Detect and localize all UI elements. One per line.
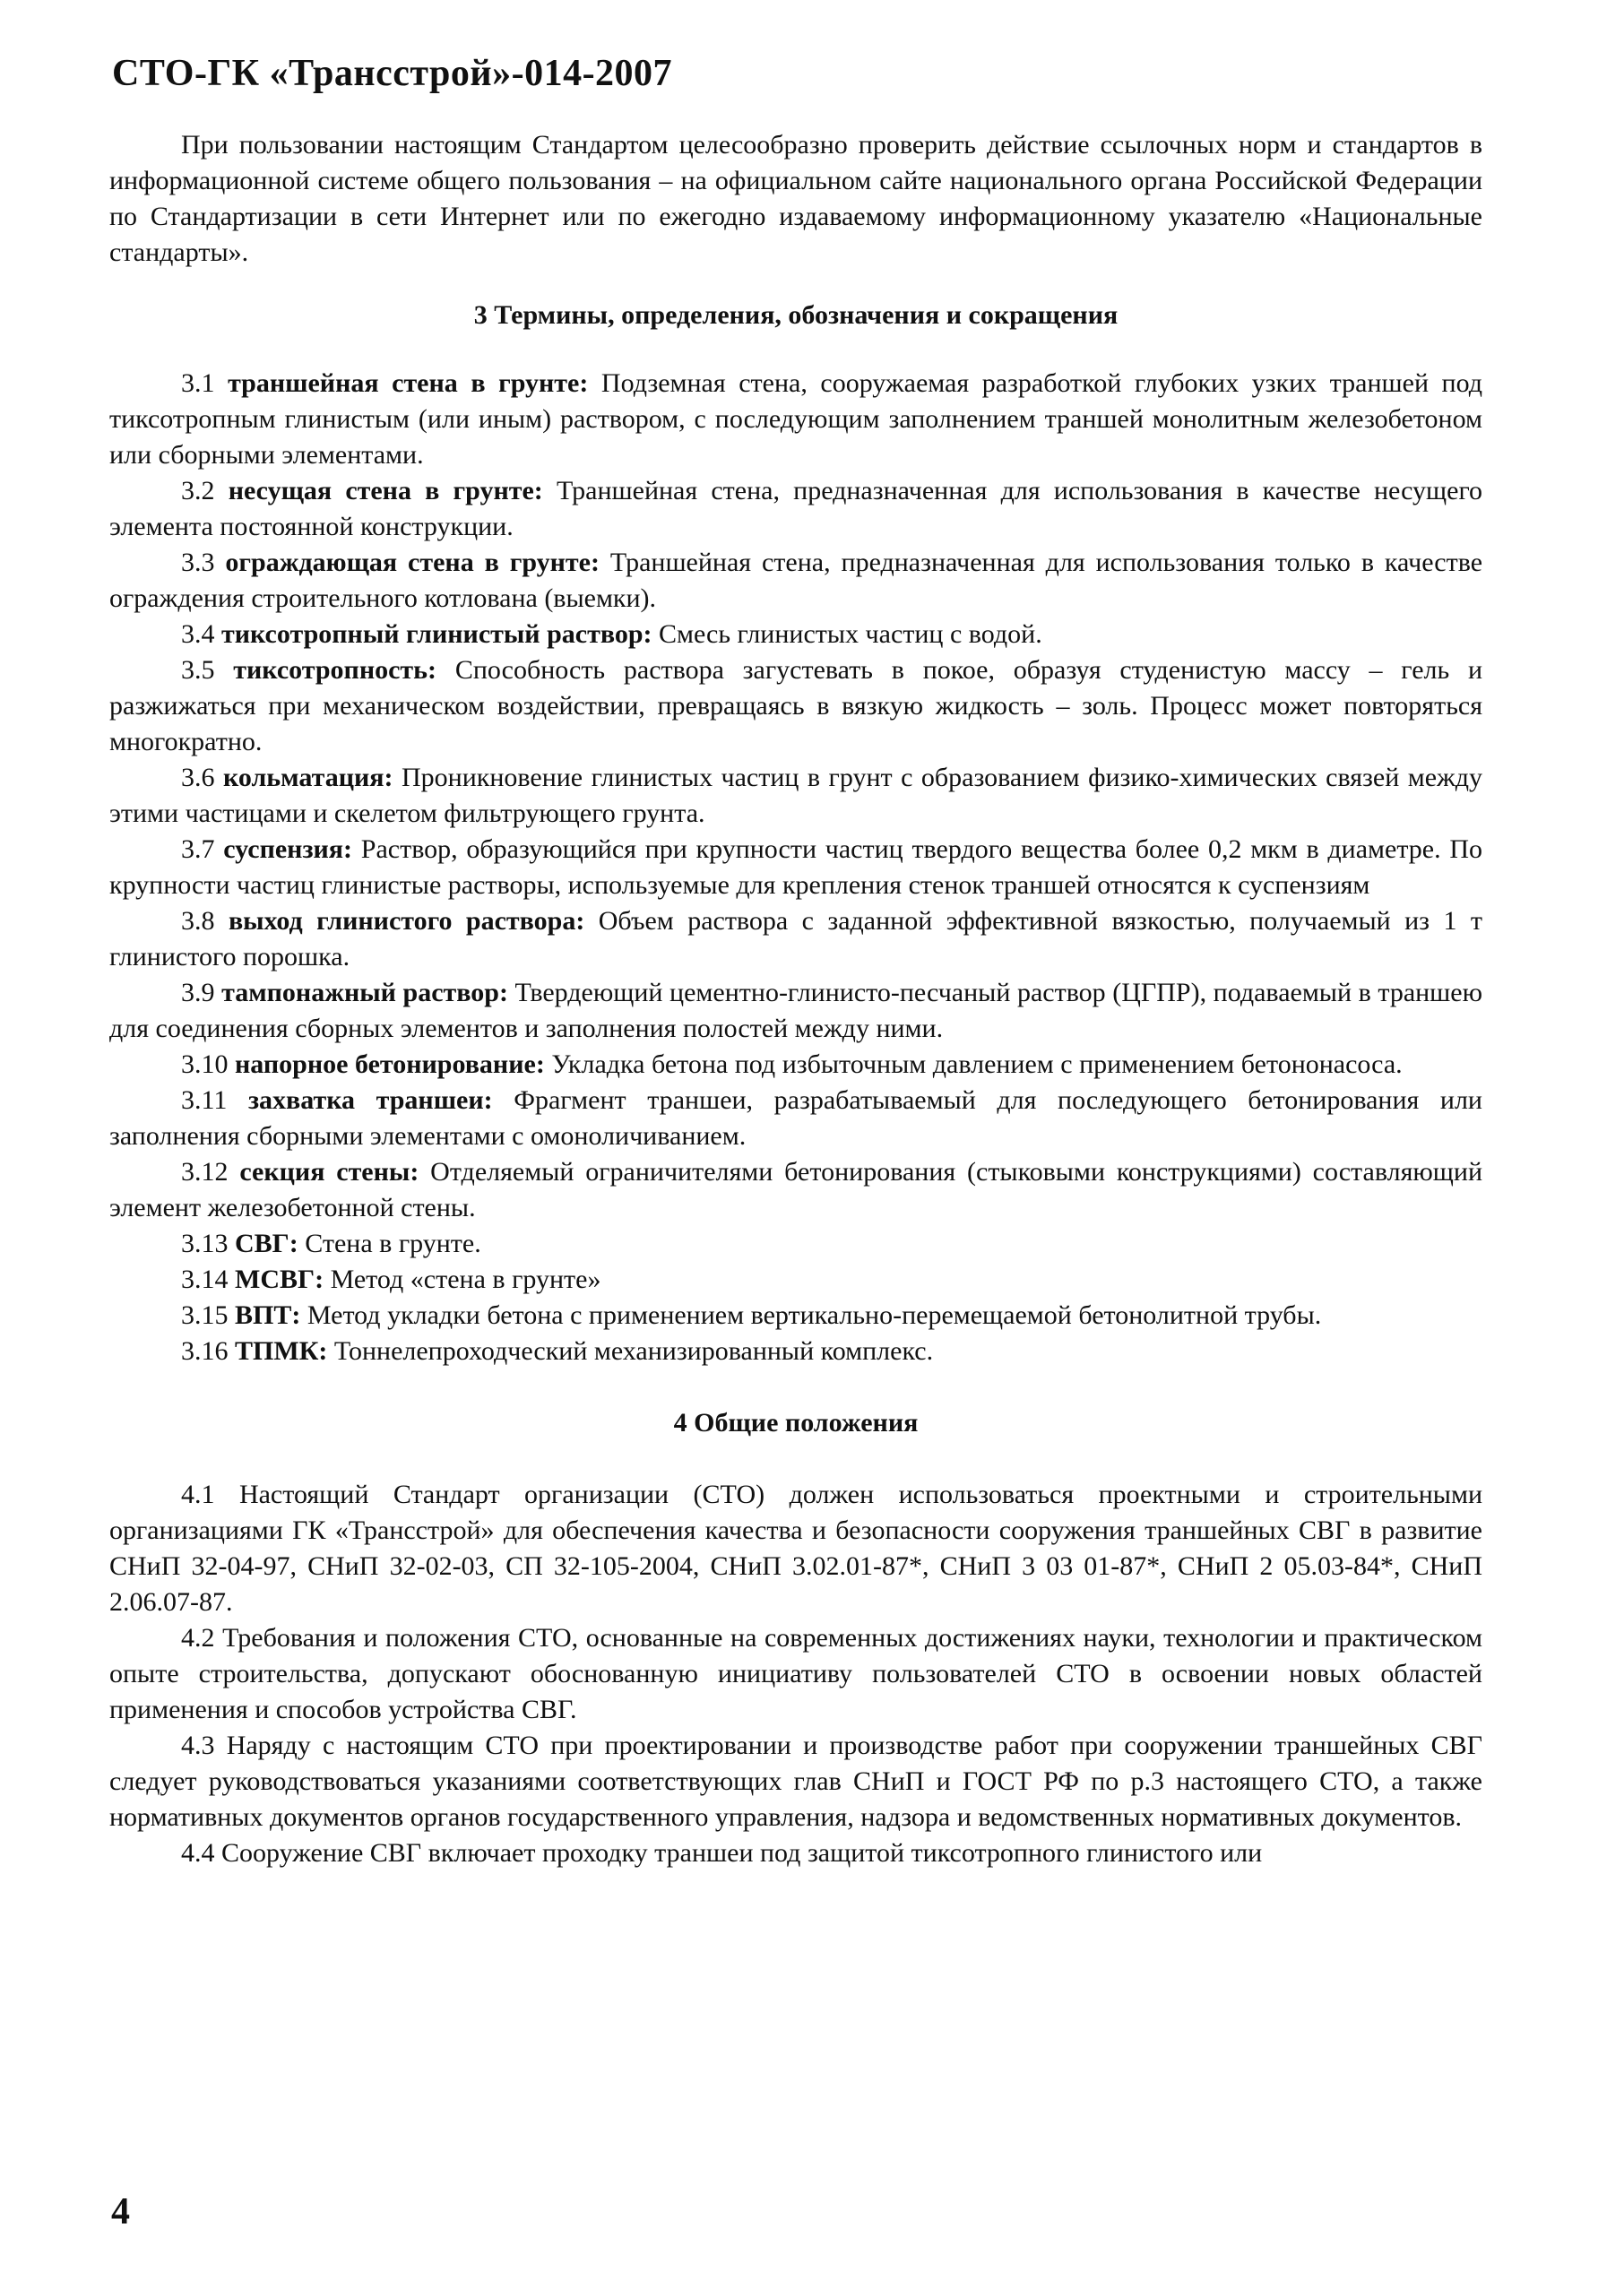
page-content [109,127,1482,1871]
page-number: 4 [111,2191,130,2232]
term-item [109,545,1482,617]
term-number: 3.13 [181,1229,229,1258]
term-name: тиксотропный глинистый раствор: [221,619,652,649]
general-provisions [109,1477,1482,1871]
provision-paragraph: 4.2 Требования и положения СТО, основанные на современных достижениях науки, технологии и практическом опыте строительства, допускают обоснованную инициативу пользователей СТО в освоении новых областей применения и способов устройства СВГ. [109,1623,1482,1724]
term-item [109,1334,1482,1369]
term-definition: Отделяемый ограничителями бетонирования (стыковыми конструкциями) составляющий элемент железобетонной стены. [109,1157,1483,1222]
term-name: захватка траншеи: [248,1085,493,1115]
section-4-heading: 4 Общие положения [673,1408,919,1438]
term-number: 3.4 [181,619,215,649]
provision-paragraph: 4.3 Наряду с настоящим СТО при проектировании и производстве работ при сооружении траншейных СВГ следует руководствоваться указаниями соответствующих глав СНиП и ГОСТ РФ по р.3 настоящего СТО, а также нормативных документов органов государственного управления, надзора и ведомственных нормативных документов. [109,1731,1482,1832]
term-number: 3.9 [181,978,215,1007]
term-name: ограждающая стена в грунте: [225,548,600,577]
term-definition: Укладка бетона под избыточным давлением с применением бетононасоса. [551,1049,1403,1079]
term-definition: Объем раствора с заданной эффективной вязкостью, получаемый из 1 т глинистого порошка. [109,906,1483,971]
term-definition: Тоннелепроходческий механизированный комплекс. [333,1336,934,1366]
section-3-heading: 3 Термины, определения, обозначения и сокращения [473,300,1119,330]
provision-paragraph: 4.4 Сооружение СВГ включает проходку траншеи под защитой тиксотропного глинистого или [181,1838,1263,1868]
term-name: выход глинистого раствора: [228,906,585,936]
term-number: 3.1 [181,368,215,398]
term-item [109,903,1482,975]
term-name: несущая стена в грунте: [228,476,543,505]
term-number: 3.12 [181,1157,229,1187]
term-definition: Траншейная стена, предназначенная для использования в качестве несущего элемента постоянной конструкции. [109,476,1482,541]
term-name: секция стены: [239,1157,419,1187]
term-definition: Траншейная стена, предназначенная для использования только в качестве ограждения строительного котлована (выемки). [109,548,1483,613]
term-number: 3.16 [181,1336,229,1366]
intro-paragraph: При пользовании настоящим Стандартом целесообразно проверить действие ссылочных норм и стандартов в информационной системе общего пользования – на официальном сайте национального органа Российской Федерации по Стандартизации в сети Интернет или по ежегодно издаваемому информационному указателю «Национальные стандарты». [109,130,1482,267]
term-item [109,1047,1482,1083]
term-number: 3.2 [181,476,215,505]
term-name: СВГ: [235,1229,298,1258]
term-item [109,1262,1482,1298]
term-definition: Способность раствора загустевать в покое, образуя студенистую массу – гель и разжижаться при механическом воздействии, превращаясь в вязкую жидкость – золь. Процесс может повторяться многократно. [109,655,1483,756]
term-item [109,1226,1482,1262]
term-item [109,652,1482,760]
term-number: 3.11 [181,1085,228,1115]
term-number: 3.6 [181,763,215,792]
terms-list [109,366,1482,1369]
term-item [109,760,1482,832]
term-number: 3.5 [181,655,215,685]
term-definition: Фрагмент траншеи, разрабатываемый для последующего бетонирования или заполнения сборными элементами с омоноличиванием. [109,1085,1482,1151]
term-name: суспензия: [223,834,353,864]
term-name: ВПТ: [235,1300,301,1330]
term-number: 3.8 [181,906,215,936]
term-number: 3.3 [181,548,215,577]
term-definition: Метод укладки бетона с применением вертикально-перемещаемой бетонолитной трубы. [307,1300,1322,1330]
term-definition: Раствор, образующийся при крупности частиц твердого вещества более 0,2 мкм в диаметре. По крупности частиц глинистые растворы, используемые для крепления стенок траншей относятся к суспензиям [109,834,1483,900]
term-definition: Проникновение глинистых частиц в грунт с образованием физико-химических связей между этими частицами и скелетом фильтрующего грунта. [109,763,1483,828]
document-code: СТО-ГК «Трансстрой»-014-2007 [112,53,673,94]
term-number: 3.10 [181,1049,229,1079]
term-name: МСВГ: [235,1265,324,1294]
term-definition: Метод «стена в грунте» [330,1265,601,1294]
term-item [109,473,1482,545]
term-item [109,975,1482,1047]
term-name: ТПМК: [235,1336,328,1366]
term-definition: Твердеющий цементно-глинисто-песчаный раствор (ЦГПР), подаваемый в траншею для соединения сборных элементов и заполнения полостей между ними. [109,978,1483,1043]
term-number: 3.14 [181,1265,229,1294]
term-name: тампонажный раствор: [221,978,508,1007]
term-item [109,617,1482,652]
term-item [109,1298,1482,1334]
provision-paragraph: 4.1 Настоящий Стандарт организации (СТО) должен использоваться проектными и строительными организациями ГК «Трансстрой» для обеспечения качества и безопасности сооружения траншейных СВГ в развитие СНиП 32-04-97, СНиП 32-02-03, СП 32-105-2004, СНиП 3.02.01-87*, СНиП 3 03 01-87*, СНиП 2 05.03-84*, СНиП 2.06.07-87. [109,1480,1482,1617]
term-item [109,366,1482,473]
term-definition: Смесь глинистых частиц с водой. [659,619,1042,649]
term-definition: Подземная стена, сооружаемая разработкой глубоких узких траншей под тиксотропным глинистым (или иным) раствором, с последующим заполнением траншей монолитным железобетоном или сборными элементами. [109,368,1483,470]
term-item [109,1154,1482,1226]
term-name: напорное бетонирование: [235,1049,545,1079]
term-name: траншейная стена в грунте: [228,368,589,398]
term-number: 3.15 [181,1300,229,1330]
term-number: 3.7 [181,834,215,864]
term-definition: Стена в грунте. [305,1229,481,1258]
term-name: кольматация: [222,763,393,792]
term-name: тиксотропность: [233,655,437,685]
term-item [109,1083,1482,1154]
term-item [109,832,1482,903]
